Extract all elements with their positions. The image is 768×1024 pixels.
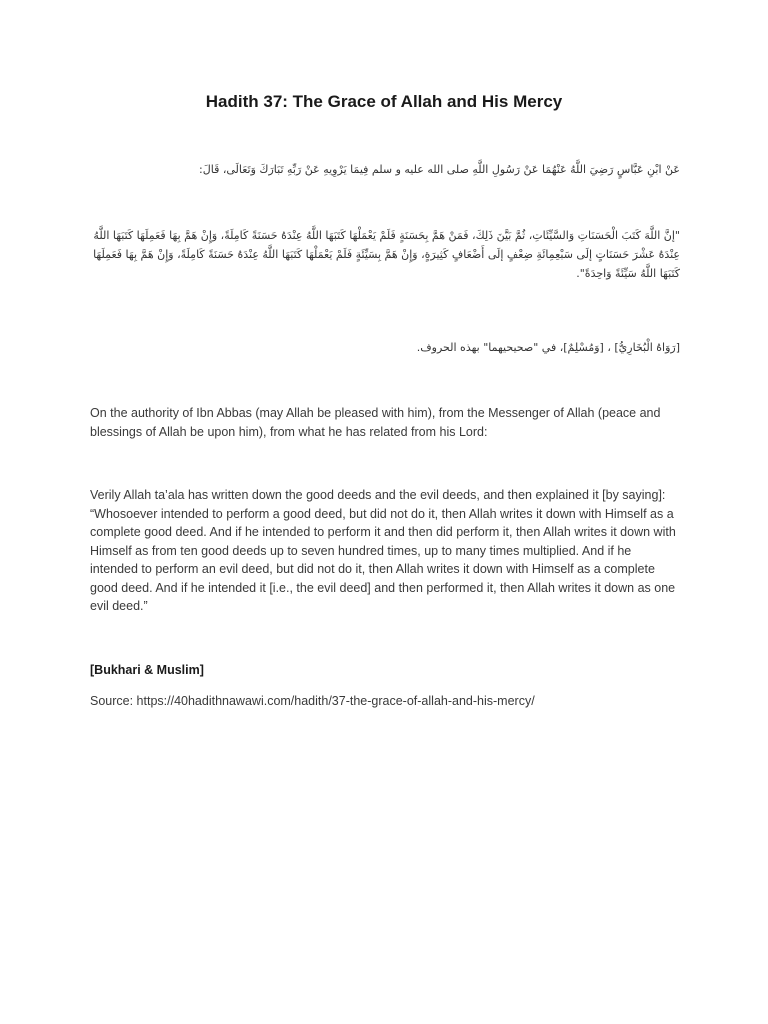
document-title: Hadith 37: The Grace of Allah and His Mercy xyxy=(205,92,563,111)
reference-label: [Bukhari & Muslim] xyxy=(90,663,204,677)
english-intro-text: On the authority of Ibn Abbas (may Allah be pleased with him), from the Messenger of Allah (peace and blessings of Allah be upon him), from what he has related from his Lord: xyxy=(90,406,661,439)
english-hadith-text: Verily Allah ta’ala has written down the good deeds and the evil deeds, and then explained it [by saying]: “Whosoever intended to perform a good deed, but did not do it, then Allah writes it down with Himself as a complete good deed. And if he intended to perform it and then did perform it, then Allah writes it down with Himself as from ten good deeds up to seven hundred times, up to many times multiplied. And if he intended to perform an evil deed, but did not do it, then Allah writes it down with Himself as a complete good deed. And if he intended it [i.e., the evil deed] and then performed it, then Allah writes it down as one evil deed.” xyxy=(90,488,676,613)
source-line: Source: https://40hadithnawawi.com/hadith/37-the-grace-of-allah-and-his-mercy/ xyxy=(90,694,535,708)
arabic-reference-text: [رَوَاهُ الْبُخَارِيُّ] ، [وَمُسْلِمٌ]، في "صحيحيهما" بهذه الحروف. xyxy=(416,341,680,354)
arabic-intro-text: عَنْ ابْنِ عَبَّاسٍ رَضِيَ اللَّهُ عَنْهُمَا عَنْ رَسُولِ اللَّهِ صلى الله عليه و سلم فِيمَا يَرْوِيهِ عَنْ رَبِّهِ تَبَارَكَ وَتَعَالَى، قَالَ: xyxy=(199,163,680,176)
arabic-hadith-text: "إنَّ اللَّهَ كَتَبَ الْحَسَنَاتِ وَالسَّيِّئَاتِ، ثُمَّ بَيَّنَ ذَلِكَ، فَمَنْ هَمَّ بِحَسَنَةٍ فَلَمْ يَعْمَلْهَا كَتَبَهَا اللَّهُ عِنْدَهُ حَسَنَةً كَامِلَةً، وَإِنْ هَمَّ بِهَا فَعَمِلَهَا كَتَبَهَا اللَّهُ عِنْدَهُ عَشْرَ حَسَنَاتٍ إلَى سَبْعِمِائَةِ ضِعْفٍ إلَى أَضْعَافٍ كَثِيرَةٍ، وَإِنْ هَمَّ بِسَيِّئَةٍ فَلَمْ يَعْمَلْهَا كَتَبَهَا اللَّهُ عِنْدَهُ حَسَنَةً كَامِلَةً، وَإِنْ هَمَّ بِهَا فَعَمِلَهَا كَتَبَهَا اللَّهُ سَيِّئَةً وَاحِدَةً". xyxy=(93,229,680,280)
